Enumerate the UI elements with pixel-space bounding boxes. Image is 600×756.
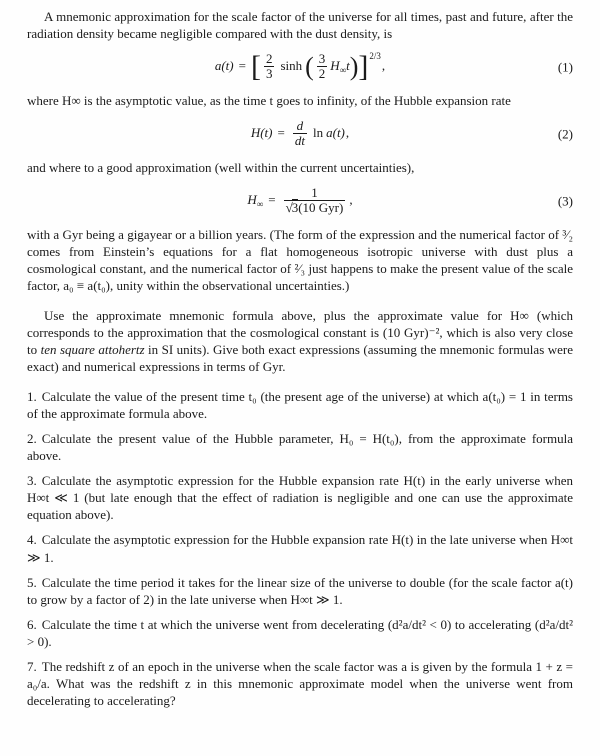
ln-function: ln [312, 124, 324, 140]
problem-text: Calculate the present value of the Hubble parameter, H₀ = H(t₀), from the approximate formula above. [27, 431, 573, 464]
problem-item-5 [27, 574, 573, 608]
instructions-emphasis: ten square attohertz [40, 342, 145, 358]
left-bracket: [ [250, 49, 261, 83]
equation-3 [27, 186, 573, 215]
equals-sign: = [238, 57, 246, 73]
left-paren: ( [305, 51, 314, 81]
problem-item-6 [27, 616, 573, 650]
paragraph-instructions [27, 307, 573, 375]
problem-item-2 [27, 430, 573, 464]
problem-item-4 [27, 531, 573, 565]
fraction-numerator: 1 [311, 185, 318, 201]
ten-gyr-term: (10 Gyr) [298, 200, 344, 216]
equation-2 [27, 119, 573, 148]
paragraph-where [27, 92, 573, 109]
hubble-value-fraction [283, 186, 347, 215]
hubble-asymptotic-symbol: H [247, 191, 257, 207]
problem-number: 6. [27, 616, 37, 632]
right-bracket: ] [358, 49, 369, 83]
paragraph-andwhere [27, 159, 573, 176]
paragraph-intro [27, 8, 573, 42]
fraction-three-halves [316, 52, 329, 81]
problem-item-1 [27, 388, 573, 422]
fraction-numerator: 2 [265, 51, 273, 67]
problem-number: 3. [27, 473, 37, 489]
comma: , [349, 191, 353, 207]
exponent-two-thirds: 2/3 [369, 50, 381, 61]
fraction-denominator: dt [294, 133, 305, 149]
equation-number-3: (3) [557, 193, 573, 209]
equation-3-body [247, 185, 353, 216]
derivative-fraction [292, 119, 308, 148]
sinh-function: sinh [280, 57, 303, 73]
fraction-denominator [284, 200, 346, 215]
equation-1-body [214, 49, 386, 83]
fraction-numerator: d [296, 118, 304, 134]
equation-2-body [250, 118, 350, 149]
comma: , [381, 57, 386, 73]
right-paren: ) [349, 51, 359, 81]
gyr-text: with a Gyr being a gigayear or a billion years. (The form of the expression and the numerical factor of ³⁄₂ comes from Einstein’s equations for a flat homogeneous isotropic universe with dust plus a cosmological constant, and the numerical factor of ²⁄₃ just happens to make the present value of the scale factor, a₀ ≡ a(t₀), unity within the observational uncertainties.) [27, 227, 573, 294]
problem-list [27, 388, 573, 708]
andwhere-text: and where to a good approximation (well within the current uncertainties), [27, 160, 415, 176]
problem-text: Calculate the asymptotic expression for the Hubble expansion rate H(t) in the late universe when H∞t ≫ 1. [27, 532, 573, 565]
instructions-text-post: in SI units). Give both exact expressions (assuming the mnemonic formulas were exact) and numerical expressions in terms of Gyr. [27, 342, 573, 375]
equals-sign: = [268, 191, 276, 207]
problem-number: 4. [27, 532, 37, 548]
eq2-lhs: H(t) [250, 124, 273, 140]
problem-number: 7. [27, 658, 37, 674]
infinity-subscript: ∞ [339, 64, 347, 75]
radical-argument: 3 [291, 200, 299, 216]
problem-item-3 [27, 472, 573, 523]
equation-number-2: (2) [557, 126, 573, 142]
problem-number: 2. [27, 431, 37, 447]
fraction-numerator: 3 [318, 51, 326, 67]
comma: , [345, 124, 350, 140]
infinity-subscript: ∞ [256, 198, 264, 209]
hubble-asymptotic-symbol: H [330, 57, 340, 73]
problem-text: Calculate the time t at which the universe went from decelerating (d²a/dt² < 0) to accelerating (d²a/dt² > 0). [27, 616, 573, 649]
where-text: where H∞ is the asymptotic value, as the time t goes to infinity, of the Hubble expansion rate [27, 93, 511, 109]
fraction-denominator: 2 [318, 66, 326, 82]
equals-sign: = [277, 124, 285, 140]
problem-text: Calculate the value of the present time t₀ (the present age of the universe) at which a(t₀) = 1 in terms of the approximate formula above. [27, 389, 573, 422]
radical-sign: √ [285, 200, 293, 216]
instructions-text-pre: Use the approximate mnemonic formula above, plus the approximate value for H∞ (which corresponds to the approximation that the cosmological constant is (10 Gyr)⁻², which is also very close to [27, 308, 573, 358]
scale-factor-arg: a(t) [326, 124, 345, 140]
paragraph-gyr [27, 226, 573, 294]
problem-text: Calculate the asymptotic expression for the Hubble expansion rate H(t) in the early universe when H∞t ≪ 1 (but late enough that the effect of radiation is negligible and one can use the approximate equation above). [27, 473, 573, 523]
eq1-lhs: a(t) [214, 57, 234, 73]
equation-1 [27, 49, 573, 83]
fraction-denominator: 3 [265, 66, 273, 82]
intro-text: A mnemonic approximation for the scale factor of the universe for all times, past and future, after the radiation density became negligible compared with the dust density, is [27, 9, 573, 42]
problem-item-7 [27, 658, 573, 709]
problem-text: The redshift z of an epoch in the universe when the scale factor was a is given by the formula 1 + z = a₀/a. What was the redshift z in this mnemonic approximate model when the universe went from decelerating to accelerating? [27, 658, 573, 708]
problem-number: 5. [27, 574, 37, 590]
equation-number-1: (1) [557, 59, 573, 75]
problem-number: 1. [27, 389, 37, 405]
problem-text: Calculate the time period it takes for the linear size of the universe to double (for the scale factor a(t) to grow by a factor of 2) in the late universe when H∞t ≫ 1. [27, 574, 573, 607]
fraction-two-thirds [263, 52, 276, 81]
time-variable: t [346, 57, 350, 73]
